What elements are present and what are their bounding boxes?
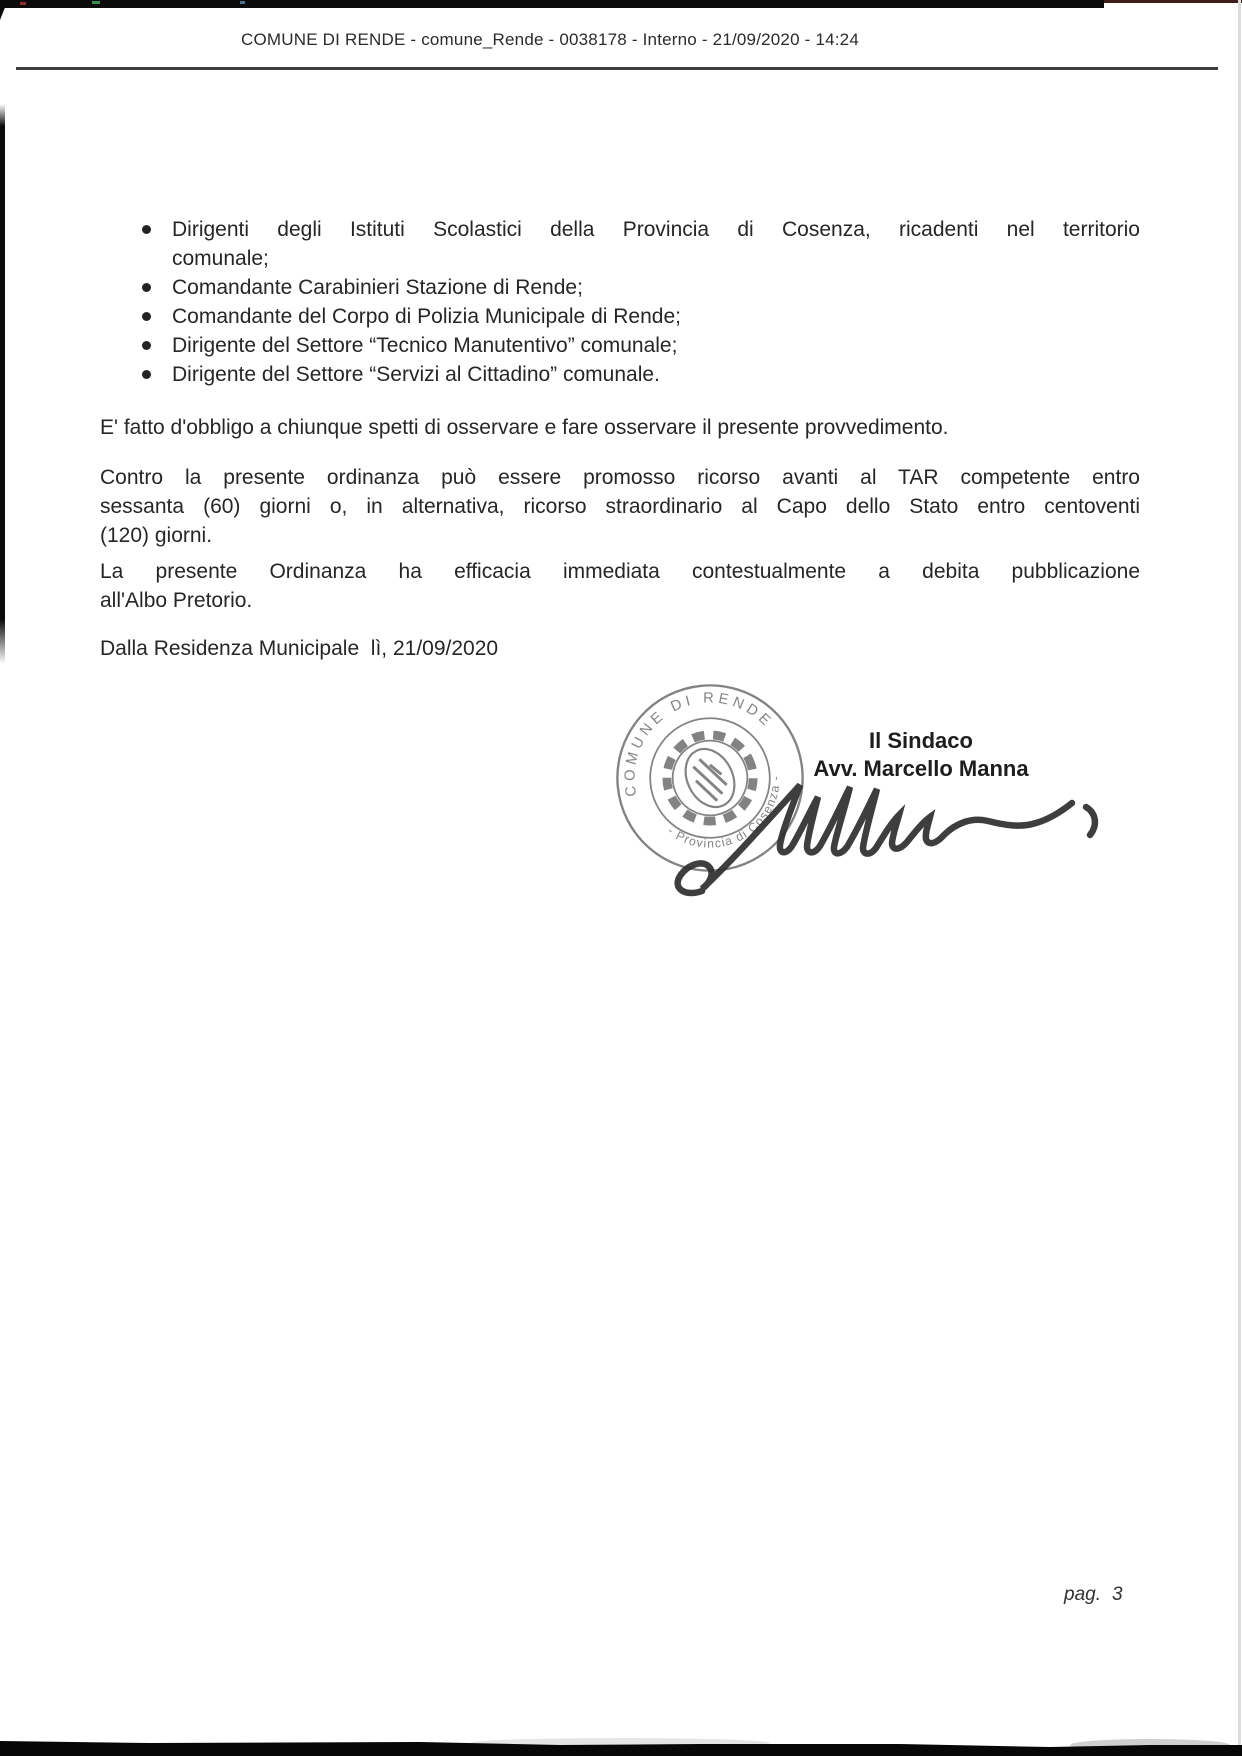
paragraph-line: Contro la presente ordinanza può essere promosso ricorso avanti al TAR competente entro <box>100 466 1140 489</box>
protocol-header: COMUNE DI RENDE - comune_Rende - 0038178 - Interno - 21/09/2020 - 14:24 <box>240 30 859 49</box>
signature-flourish <box>1086 807 1095 835</box>
list-item <box>100 360 1140 389</box>
page-number-value: 3 <box>1111 1584 1123 1605</box>
list-item-line: Comandante del Corpo di Polizia Municipale di Rende; <box>172 305 681 328</box>
bullet-icon <box>142 341 151 350</box>
scan-noise-speck <box>92 1 100 4</box>
scan-artifact-right-edge <box>1238 0 1241 1756</box>
scan-artifact-bottom-strip <box>0 1734 1242 1756</box>
list-item-line: comunale; <box>172 247 269 270</box>
scan-artifact-top-strip <box>0 0 1104 8</box>
list-item-line: Dirigente del Settore “Servizi al Cittadino” comunale. <box>172 363 660 386</box>
list-item-line: Dirigente del Settore “Tecnico Manutentivo” comunale; <box>172 334 678 357</box>
handwritten-signature <box>610 773 1110 903</box>
list-item-line: Dirigenti degli Istituti Scolastici della Provincia di Cosenza, ricadenti nel territorio <box>172 218 1140 241</box>
bullet-icon <box>142 312 151 321</box>
paragraph-line: E' fatto d'obbligo a chiunque spetti di osservare e fare osservare il presente provvedimento. <box>100 416 949 439</box>
stamp-top-text: COMUNE DI RENDE <box>622 690 777 798</box>
page-number <box>1064 1584 1123 1606</box>
scan-artifact-left-strip <box>0 104 5 664</box>
document-body <box>100 215 1140 663</box>
list-item <box>100 331 1140 360</box>
paragraph-line: (120) giorni. <box>100 524 213 547</box>
paragraph-line: all'Albo Pretorio. <box>100 589 253 612</box>
signer-name: Avv. Marcello Manna <box>813 756 1029 781</box>
scan-noise-speck <box>240 1 245 4</box>
signer-role: Il Sindaco <box>869 728 973 753</box>
page-number-label: pag. <box>1064 1584 1101 1605</box>
list-item <box>100 273 1140 302</box>
list-item-line: Comandante Carabinieri Stazione di Rende; <box>172 276 583 299</box>
paragraph-obligation <box>100 413 1140 442</box>
paragraph-appeal <box>100 463 1140 550</box>
bullet-icon <box>142 225 151 234</box>
bullet-icon <box>142 283 151 292</box>
dateline: Dalla Residenza Municipale lì, 21/09/2020 <box>100 637 499 660</box>
paragraph-line: La presente Ordinanza ha efficacia immediata contestualmente a debita pubblicazione <box>100 560 1140 583</box>
paragraph-line: sessanta (60) giorni o, in alternativa, ricorso straordinario al Capo dello Stato entro centoventi <box>100 495 1140 518</box>
scan-noise-speck <box>20 2 26 5</box>
list-item <box>100 215 1140 273</box>
list-item <box>100 302 1140 331</box>
header-divider <box>16 67 1218 70</box>
recipients-list <box>100 215 1140 389</box>
paragraph-effectiveness <box>100 557 1140 615</box>
stamp-bottom-text: - Provincia di Cosenza - <box>664 775 783 851</box>
bullet-icon <box>142 370 151 379</box>
